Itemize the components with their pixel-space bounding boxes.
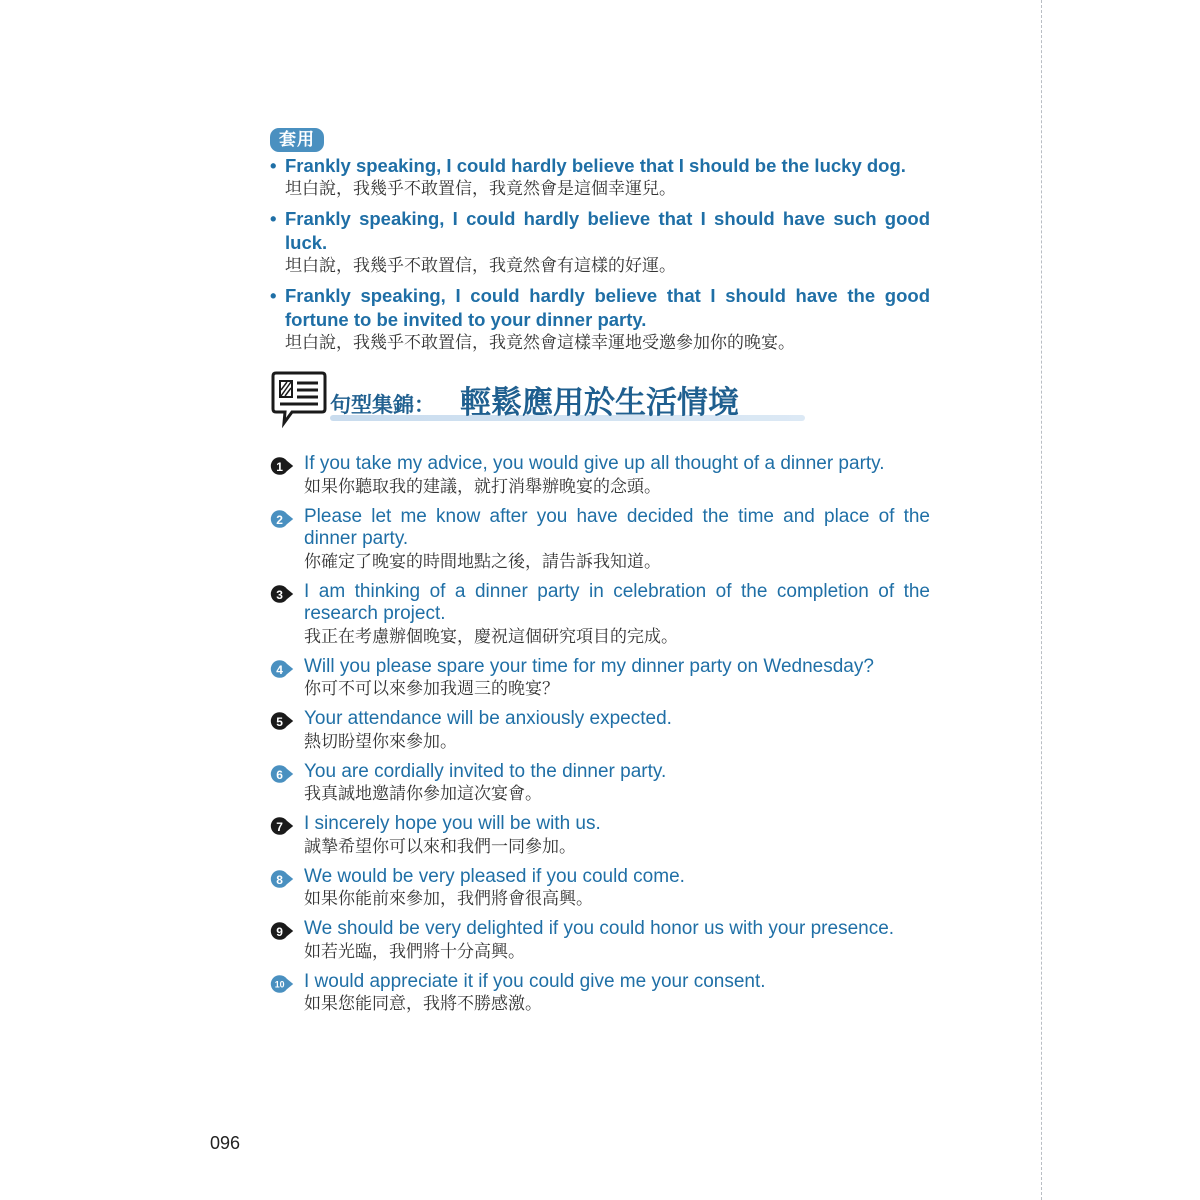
apply-english: • Frankly speaking, I could hardly believe that I should have such good luck.: [270, 208, 930, 253]
number-marker-icon: [270, 507, 294, 531]
number-marker-label: 9: [276, 924, 283, 939]
pattern-english: We should be very delighted if you could honor us with your presence.: [304, 918, 895, 939]
number-marker-icon: [270, 657, 294, 681]
number-marker-icon: [270, 814, 294, 838]
pattern-chinese: 我真誠地邀請你參加這次宴會。: [304, 784, 542, 804]
page-cut-line: [1041, 0, 1042, 1200]
number-marker-label: 7: [276, 819, 283, 834]
pattern-item: [270, 506, 930, 573]
bullet: •: [270, 155, 277, 176]
number-marker-label: 3: [276, 587, 283, 602]
speech-bubble-document-icon: [270, 369, 328, 431]
pattern-english: We would be very pleased if you could come.: [304, 865, 685, 887]
page-number: 096: [210, 1133, 241, 1153]
section-heading: [270, 369, 930, 431]
apply-english: • Frankly speaking, I could hardly believe that I should be the lucky dog.: [270, 155, 906, 176]
pattern-english: Will you please spare your time for my dinner party on Wednesday?: [304, 655, 874, 677]
pattern-item: [270, 761, 930, 806]
apply-chinese: 坦白說，我幾乎不敢置信，我竟然會有這樣的好運。: [285, 256, 676, 276]
number-marker-icon: [270, 972, 294, 996]
apply-section: [270, 128, 930, 355]
number-marker-icon: [270, 762, 294, 786]
pattern-list: [270, 453, 930, 1015]
pattern-english: I am thinking of a dinner party in celebration of the completion of the research project.: [304, 580, 930, 624]
pattern-item: [270, 453, 930, 498]
pattern-chinese: 誠摯希望你可以來和我們一同參加。: [304, 836, 576, 857]
bullet: •: [270, 285, 277, 306]
pattern-item: [270, 708, 930, 753]
pattern-english: If you take my advice, you would give up all thought of a dinner party.: [304, 453, 885, 474]
pattern-item: [270, 866, 930, 911]
apply-item: [270, 207, 930, 278]
heading-subtitle: 句型集錦：: [330, 392, 435, 417]
pattern-chinese: 如果你聽取我的建議，就打消舉辦晚宴的念頭。: [304, 476, 661, 497]
number-marker-label: 10: [274, 979, 285, 990]
pattern-chinese: 如果您能同意，我將不勝感激。: [304, 994, 542, 1014]
pattern-english: I would appreciate it if you could give me your consent.: [304, 970, 766, 992]
number-marker-icon: [270, 709, 294, 733]
pattern-chinese: 熱切盼望你來參加。: [304, 731, 457, 752]
pattern-english: Your attendance will be anxiously expected.: [304, 708, 672, 729]
pattern-english: Please let me know after you have decided the time and place of the dinner party.: [304, 505, 930, 549]
heading-title: 輕鬆應用於生活情境: [460, 385, 739, 421]
pattern-chinese: 如果你能前來參加，我們將會很高興。: [304, 889, 593, 909]
number-marker-label: 2: [276, 512, 283, 527]
number-marker-label: 4: [276, 662, 283, 677]
pattern-english: You are cordially invited to the dinner party.: [304, 760, 667, 782]
number-marker-icon: [270, 582, 294, 606]
pattern-item: [270, 656, 930, 701]
number-marker-label: 5: [276, 714, 283, 729]
pattern-chinese: 如若光臨，我們將十分高興。: [304, 941, 525, 962]
pattern-chinese: 你確定了晚宴的時間地點之後，請告訴我知道。: [304, 551, 661, 572]
pattern-item: [270, 813, 930, 858]
pattern-chinese: 你可不可以來參加我週三的晚宴？: [304, 679, 559, 699]
apply-item: [270, 154, 930, 201]
pattern-english: I sincerely hope you will be with us.: [304, 813, 601, 834]
number-marker-label: 8: [276, 872, 283, 887]
number-marker-icon: [270, 454, 294, 478]
apply-badge: 套用: [270, 128, 324, 152]
number-marker-icon: [270, 919, 294, 943]
pattern-item: [270, 971, 930, 1016]
number-marker-label: 1: [276, 459, 283, 474]
apply-item: [270, 284, 930, 355]
number-marker-label: 6: [276, 767, 283, 782]
number-marker-icon: [270, 867, 294, 891]
pattern-item: [270, 918, 930, 963]
apply-chinese: 坦白說，我幾乎不敢置信，我竟然會這樣幸運地受邀參加你的晚宴。: [285, 333, 795, 353]
apply-chinese: 坦白說，我幾乎不敢置信，我竟然會是這個幸運兒。: [285, 179, 676, 199]
page-content: [270, 128, 930, 1023]
pattern-item: [270, 581, 930, 648]
apply-english: • Frankly speaking, I could hardly believe that I should have the good fortune to be invited to your dinner party.: [270, 285, 930, 330]
pattern-chinese: 我正在考慮辦個晚宴，慶祝這個研究項目的完成。: [304, 626, 678, 647]
bullet: •: [270, 208, 277, 229]
